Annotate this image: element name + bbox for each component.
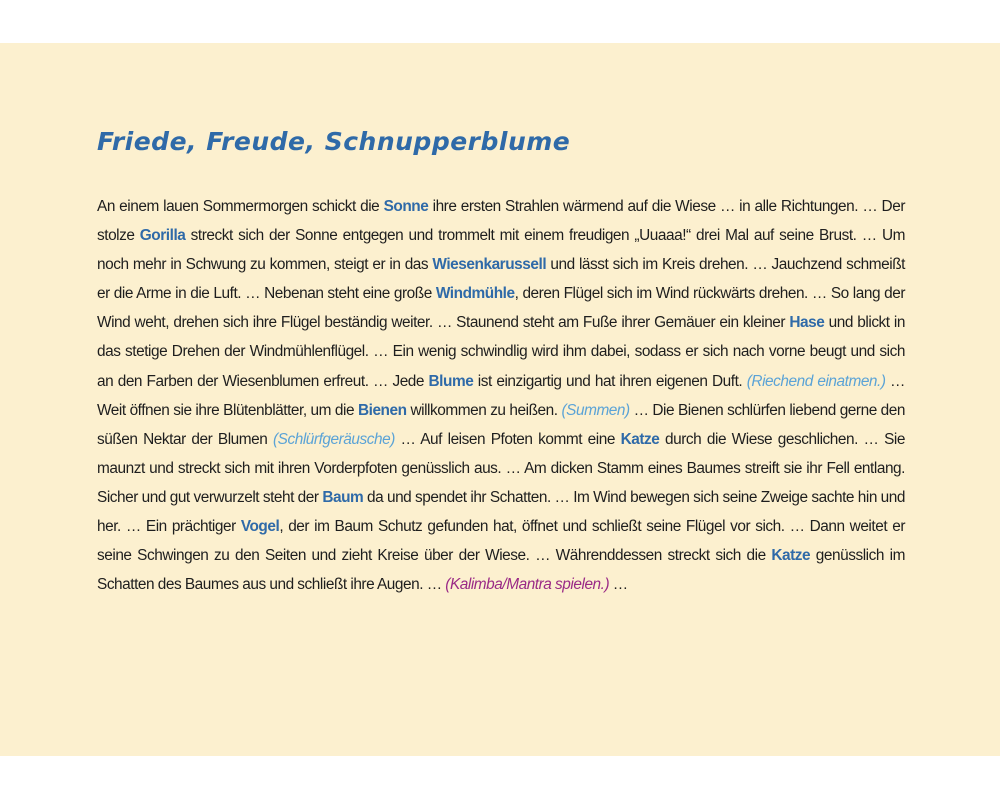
keyword-sonne: Sonne — [383, 198, 429, 215]
sound-cue-schluerfen: (Schlürfgeräusche) — [272, 430, 395, 448]
keyword-gorilla: Gorilla — [139, 227, 186, 245]
story-text-segment: … Die Bienen schlürfen liebend gerne den süßen Nektar der Blumen — [97, 401, 905, 448]
keyword-katze-second: Katze — [771, 547, 811, 565]
story-text-segment: ist einzigartig und hat ihren eigenen Duft. — [473, 372, 747, 390]
story-text-segment: ihre ersten Strahlen wärmend auf die Wiese … in alle Richtungen. … Der stolze — [97, 198, 905, 245]
story-text-segment: und lässt sich im Kreis drehen. … Jauchzend schmeißt er die Arme in die Luft. … Nebenan steht eine große — [97, 256, 905, 303]
keyword-vogel: Vogel — [240, 518, 280, 536]
story-text-segment: … Weit öffnen sie ihre Blütenblätter, um die — [97, 372, 905, 419]
story-text — [97, 192, 905, 599]
keyword-hase: Hase — [789, 314, 825, 332]
story-text-segment: streckt sich der Sonne entgegen und trommelt mit einem freudigen „Uuaaa!“ drei Mal auf seine Brust. … Um noch mehr in Schwung zu kommen, steigt er in das — [97, 227, 905, 274]
story-text-segment: willkommen zu heißen. — [406, 401, 562, 419]
story-text-segment: … Auf leisen Pfoten kommt eine — [394, 430, 621, 448]
story-title: Friede, Freude, Schnupperblume — [97, 127, 571, 156]
story-text-segment: An einem lauen Sommermorgen schickt die — [97, 198, 384, 215]
story-text-segment: , der im Baum Schutz gefunden hat, öffnet und schließt seine Flügel vor sich. … Dann weitet er seine Schwingen zu den Seiten und zieht Kreise über der Wiese. … Währenddessen streckt sich die — [97, 518, 905, 565]
story-text-segment: , deren Flügel sich im Wind rückwärts drehen. … So lang der Wind weht, drehen sich ihre Flügel beständig weiter. … Staunend steht am Fuße ihrer Gemäuer ein kleiner — [97, 285, 906, 332]
keyword-katze: Katze — [620, 430, 660, 448]
page-card — [0, 43, 1000, 756]
keyword-wiesenkarussell: Wiesenkarussell — [432, 256, 547, 274]
story-text-segment: … — [609, 576, 628, 594]
music-cue-kalimba: (Kalimba/Mantra spielen.) — [445, 576, 610, 594]
story-text-segment: durch die Wiese geschlichen. … Sie maunzt und streckt sich mit ihren Vorderpfoten genüsslich aus. … Am dicken Stamm eines Baumes streift sie ihr Fell entlang. Sicher und gut verwurzelt steht der — [97, 430, 905, 506]
keyword-bienen: Bienen — [357, 401, 407, 419]
story-text-segment: genüsslich im Schatten des Baumes aus und schließt ihre Augen. … — [97, 547, 905, 594]
keyword-windmuehle: Windmühle — [435, 285, 515, 303]
keyword-blume: Blume — [428, 372, 474, 390]
story-text-segment: und blickt in das stetige Drehen der Windmühlenflügel. … Ein wenig schwindlig wird ihm dabei, sodass er sich nach vorne beugt und sich an den Farben der Wiesenblumen erfreut. … Jede — [97, 314, 905, 390]
story-text-segment: da und spendet ihr Schatten. … Im Wind bewegen sich seine Zweige sachte hin und her. … Ein prächtiger — [97, 488, 905, 536]
sound-cue-summen: (Summen) — [561, 401, 630, 419]
sound-cue-riechen: (Riechend einatmen.) — [746, 372, 886, 390]
keyword-baum: Baum — [322, 488, 364, 506]
